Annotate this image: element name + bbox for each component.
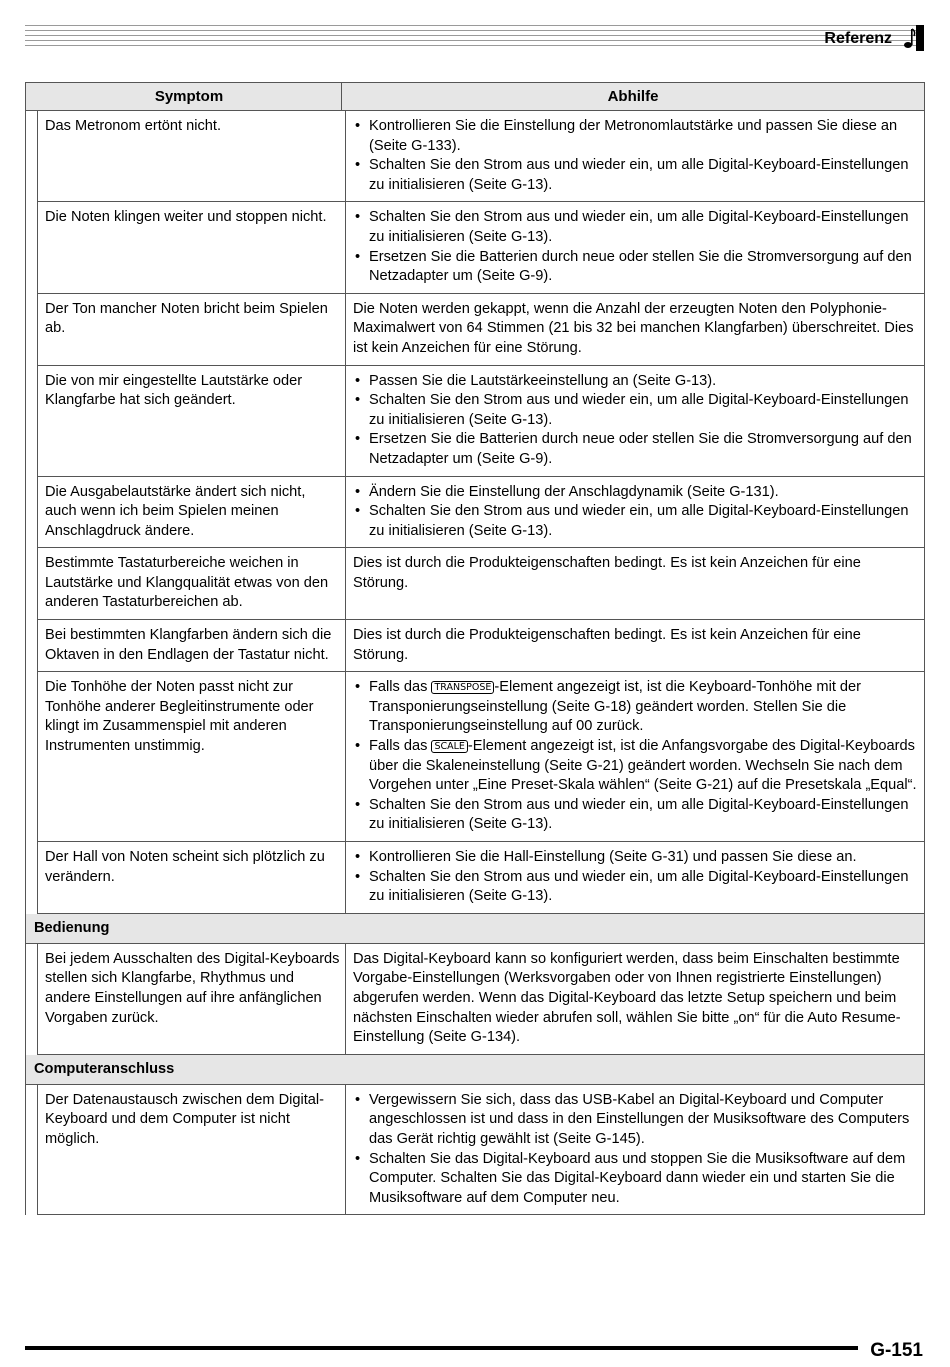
- table-row: [37, 548, 925, 620]
- table-row: [37, 202, 925, 293]
- symptom-cell: Die Ausgabelautstärke ändert sich nicht, auch wenn ich beim Spielen meinen Anschlagdruck ändere.: [38, 477, 346, 548]
- remedy-bullet: • Ersetzen Sie die Batterien durch neue oder stellen Sie die Stromversorgung auf den Netzadapter um (Seite G-9).: [353, 248, 920, 287]
- symptom-cell: Die Tonhöhe der Noten passt nicht zur Tonhöhe anderer Begleitinstrumente oder klingt im Zusammenspiel mit anderen Instrumenten unstimmig.: [38, 672, 346, 841]
- symptom-cell: Der Datenaustausch zwischen dem Digital-Keyboard und dem Computer ist nicht möglich.: [38, 1085, 346, 1215]
- remedy-bullet: • Schalten Sie den Strom aus und wieder ein, um alle Digital-Keyboard-Einstellungen zu initialisieren (Seite G-13).: [353, 796, 920, 835]
- symptom-cell: Bei jedem Ausschalten des Digital-Keyboards stellen sich Klangfarbe, Rhythmus und andere Einstellungen auf ihre anfänglichen Vorgaben zurück.: [38, 944, 346, 1054]
- table-row: [37, 111, 925, 202]
- column-header-symptom: Symptom: [37, 83, 342, 110]
- table-row: [37, 1085, 925, 1216]
- symptom-cell: Das Metronom ertönt nicht.: [38, 111, 346, 201]
- header-rules: [25, 25, 917, 50]
- transpose-indicator-icon: TRANSPOSE: [431, 681, 494, 694]
- remedy-bullet: • Kontrollieren Sie die Hall-Einstellung (Seite G-31) und passen Sie diese an.: [353, 848, 920, 868]
- remedy-bullet: • Schalten Sie den Strom aus und wieder ein, um alle Digital-Keyboard-Einstellungen zu initialisieren (Seite G-13).: [353, 156, 920, 195]
- table-row: [37, 842, 925, 914]
- table-row: [37, 477, 925, 549]
- remedy-cell: [346, 202, 924, 292]
- remedy-bullet: • Ändern Sie die Einstellung der Anschlagdynamik (Seite G-131).: [353, 483, 920, 503]
- remedy-cell: Dies ist durch die Produkteigenschaften bedingt. Es ist kein Anzeichen für eine Störung.: [353, 555, 861, 591]
- section-header-operation: Bedienung: [25, 914, 925, 944]
- symptom-cell: Die von mir eingestellte Lautstärke oder Klangfarbe hat sich geändert.: [38, 366, 346, 476]
- remedy-bullet: • Kontrollieren Sie die Einstellung der Metronomlautstärke und passen Sie diese an (Seite G-133).: [353, 117, 920, 156]
- table-group-general: [25, 111, 925, 914]
- remedy-bullet: • Schalten Sie das Digital-Keyboard aus und stoppen Sie die Musiksoftware auf dem Computer. Schalten Sie das Digital-Keyboard dann wieder ein und starten Sie die Musiksoftware auf dem Computer neu.: [353, 1150, 920, 1209]
- remedy-bullet: • Schalten Sie den Strom aus und wieder ein, um alle Digital-Keyboard-Einstellungen zu initialisieren (Seite G-13).: [353, 868, 920, 907]
- remedy-cell: Dies ist durch die Produkteigenschaften bedingt. Es ist kein Anzeichen für eine Störung.: [353, 627, 861, 663]
- symptom-cell: Der Ton mancher Noten bricht beim Spielen ab.: [38, 294, 346, 365]
- remedy-text: -Element angezeigt ist, ist die Anfangsvorgabe des Digital-Keyboards über die Skaleneinstellung (Seite G-21) geändert worden. Wechseln Sie nach dem Vorgehen unter „Eine Preset-Skala wählen“ (Seite G-21) auf die Presetskala „Equal“.: [369, 738, 917, 794]
- remedy-cell: [346, 477, 924, 548]
- remedy-bullet: • Ersetzen Sie die Batterien durch neue oder stellen Sie die Stromversorgung auf den Netzadapter um (Seite G-9).: [353, 430, 920, 469]
- section-header-computer: Computeranschluss: [25, 1055, 925, 1085]
- remedy-cell: Die Noten werden gekappt, wenn die Anzahl der erzeugten Noten den Polyphonie-Maximalwert von 64 Stimmen (21 bis 32 bei manchen Klangfarben) überschreitet. Dies ist kein Anzeichen für eine Störung.: [353, 300, 914, 356]
- symptom-cell: Bei bestimmten Klangfarben ändern sich die Oktaven in den Endlagen der Tastatur nicht.: [38, 620, 346, 671]
- remedy-bullet: • Schalten Sie den Strom aus und wieder ein, um alle Digital-Keyboard-Einstellungen zu initialisieren (Seite G-13).: [353, 208, 920, 247]
- remedy-cell: [346, 1085, 924, 1215]
- page-number: G-151: [870, 1340, 923, 1361]
- remedy-bullet: • Schalten Sie den Strom aus und wieder ein, um alle Digital-Keyboard-Einstellungen zu initialisieren (Seite G-13).: [353, 502, 920, 541]
- symptom-cell: Der Hall von Noten scheint sich plötzlich zu verändern.: [38, 842, 346, 913]
- column-header-remedy: Abhilfe: [607, 88, 659, 105]
- scale-indicator-icon: SCALE: [431, 740, 467, 753]
- remedy-bullet: • Passen Sie die Lautstärkeeinstellung an (Seite G-13).: [353, 372, 920, 392]
- remedy-bullet: • Vergewissern Sie sich, dass das USB-Kabel an Digital-Keyboard und Computer angeschlossen ist und dass in den Einstellungen der Musiksoftware des Computers das Gerät richtig gewählt ist (Seite G-145).: [353, 1091, 920, 1150]
- table-header-row: [25, 82, 925, 111]
- table-row: [37, 944, 925, 1055]
- remedy-bullet: [353, 737, 920, 796]
- remedy-bullet: • Schalten Sie den Strom aus und wieder ein, um alle Digital-Keyboard-Einstellungen zu initialisieren (Seite G-13).: [353, 391, 920, 430]
- page-section-title: Referenz: [824, 30, 892, 47]
- remedy-text: Falls das: [369, 738, 432, 755]
- remedy-cell: [346, 672, 924, 841]
- remedy-cell: [346, 111, 924, 201]
- table-row: [37, 294, 925, 366]
- music-note-icon: [898, 25, 924, 51]
- symptom-cell: Bestimmte Tastaturbereiche weichen in Lautstärke und Klangqualität etwas von den anderen Tastaturbereichen ab.: [38, 548, 346, 619]
- table-group-computer: [25, 1085, 925, 1216]
- table-row: [37, 672, 925, 842]
- remedy-text: -Element angezeigt ist, ist die Keyboard-Tonhöhe mit der Transponierungseinstellung (Seite G-18) geändert worden. Stellen Sie die Transponierungseinstellung auf 00 zurück.: [369, 679, 862, 735]
- table-group-operation: [25, 944, 925, 1055]
- table-row: [37, 620, 925, 672]
- table-row: [37, 366, 925, 477]
- remedy-cell: [346, 842, 924, 913]
- footer-rule: [25, 1346, 858, 1350]
- troubleshooting-table: [25, 82, 925, 1215]
- remedy-text: Falls das: [369, 679, 432, 696]
- symptom-cell: Die Noten klingen weiter und stoppen nicht.: [38, 202, 346, 292]
- remedy-bullet: [353, 678, 920, 737]
- remedy-cell: Das Digital-Keyboard kann so konfiguriert werden, dass beim Einschalten bestimmte Vorgabe-Einstellungen (Werksvorgaben oder von Ihnen registrierte Einstellungen) abgerufen werden. Wenn das Digital-Keyboard das letzte Setup speichern und beim nächsten Einschalten wieder abrufen soll, wählen Sie bitte „on“ für die Auto Resume-Einstellung (Seite G-134).: [353, 950, 901, 1046]
- remedy-cell: [346, 366, 924, 476]
